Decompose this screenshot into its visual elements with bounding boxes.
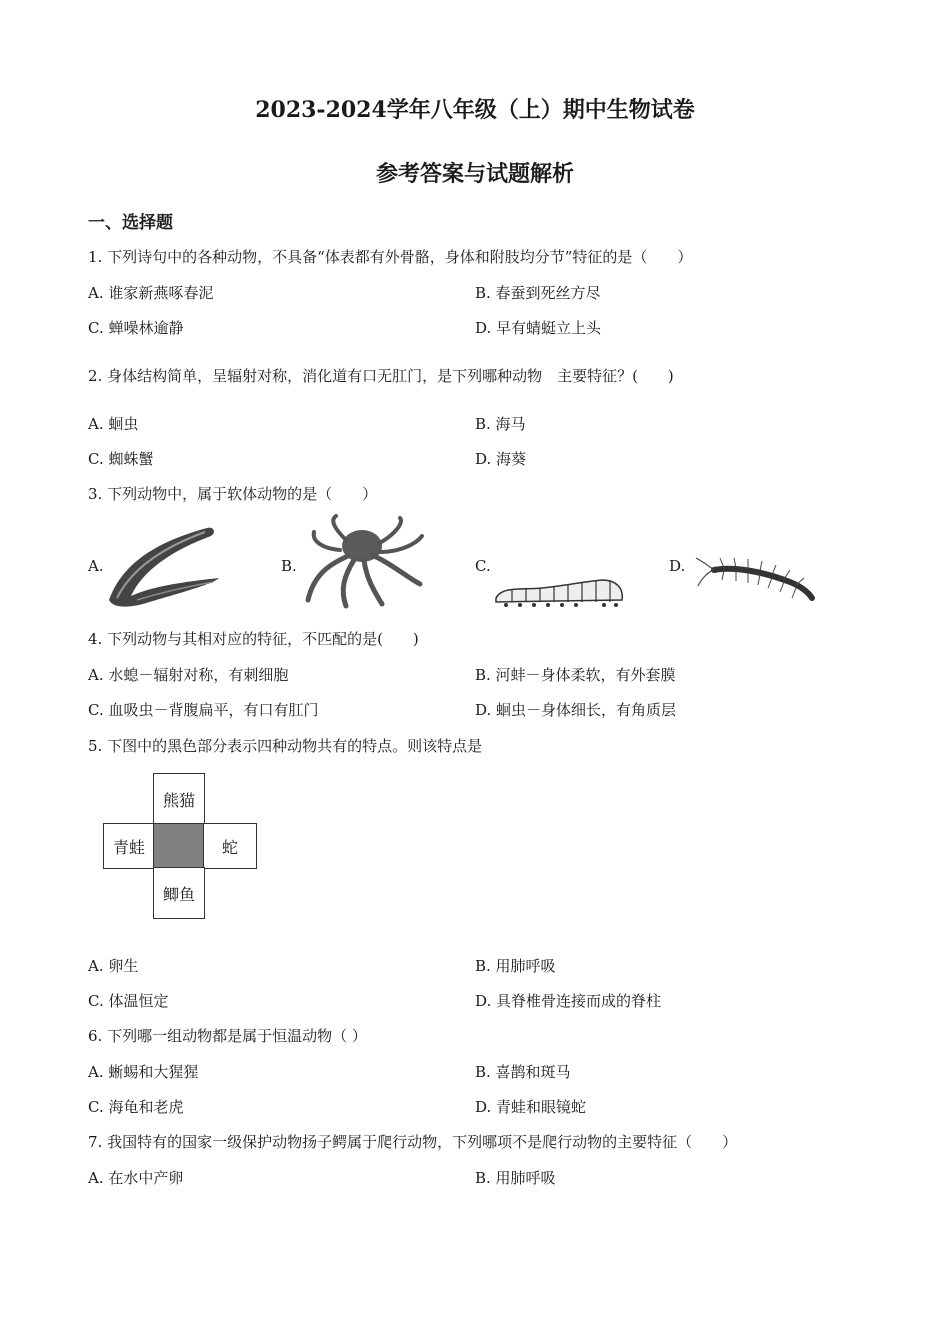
venn-cross-diagram	[103, 773, 263, 923]
diagram-cell-frog: 青蛙	[103, 823, 155, 869]
q6-option-a: A. 蜥蜴和大猩猩	[88, 1063, 199, 1081]
q2-option-b: B. 海马	[475, 415, 526, 433]
q2-option-d: D. 海葵	[475, 450, 527, 468]
question-3-stem: 3. 下列动物中，属于软体动物的是（ ）	[88, 485, 378, 503]
q5-option-c: C. 体温恒定	[88, 992, 169, 1010]
q5-option-d: D. 具脊椎骨连接而成的脊柱	[475, 992, 662, 1010]
q2-option-a: A. 蛔虫	[88, 415, 139, 433]
q3-option-a: A.	[88, 557, 104, 575]
question-2-stem: 2. 身体结构简单，呈辐射对称，消化道有口无肛门，是下列哪种动物 主要特征？( )	[88, 367, 674, 385]
q3-option-b: B.	[281, 557, 297, 575]
diagram-shared-feature	[153, 823, 205, 869]
exam-subtitle: 参考答案与试题解析	[375, 161, 574, 187]
diagram-cell-snake: 蛇	[203, 823, 257, 869]
q1-option-a: A. 谁家新燕啄春泥	[88, 284, 214, 302]
q1-option-c: C. 蝉噪林逾静	[88, 319, 184, 337]
q3-option-c: C.	[475, 557, 491, 575]
question-1-stem: 1. 下列诗句中的各种动物，不具备“体表都有外骨骼，身体和附肢均分节”特征的是（ ）	[88, 248, 693, 266]
diagram-cell-crucian: 鲫鱼	[153, 867, 205, 919]
q4-option-d: D. 蛔虫－身体细长，有角质层	[475, 701, 677, 719]
q4-option-b: B. 河蚌－身体柔软，有外套膜	[475, 666, 676, 684]
question-4-stem: 4. 下列动物与其相对应的特征，不匹配的是( )	[88, 630, 419, 648]
q5-option-b: B. 用肺呼吸	[475, 957, 556, 975]
q6-option-b: B. 喜鹊和斑马	[475, 1063, 571, 1081]
q3-option-d: D.	[669, 557, 686, 575]
q7-option-b: B. 用肺呼吸	[475, 1169, 556, 1187]
section-heading: 一、选择题	[88, 213, 173, 233]
question-6-stem: 6. 下列哪一组动物都是属于恒温动物（ ）	[88, 1027, 367, 1045]
exam-title: 2023-2024学年八年级（上）期中生物试卷	[255, 97, 695, 123]
q5-option-a: A. 卵生	[88, 957, 139, 975]
question-5-stem: 5. 下图中的黑色部分表示四种动物共有的特点。则该特点是	[88, 737, 483, 755]
question-7-stem: 7. 我国特有的国家一级保护动物扬子鳄属于爬行动物，下列哪项不是爬行动物的主要特征（ ）	[88, 1133, 738, 1151]
q1-option-b: B. 春蚕到死丝方尽	[475, 284, 601, 302]
caterpillar-icon	[492, 572, 628, 612]
octopus-icon	[300, 514, 430, 610]
q6-option-c: C. 海龟和老虎	[88, 1098, 184, 1116]
centipede-icon	[694, 548, 818, 608]
diagram-cell-panda: 熊猫	[153, 773, 205, 825]
q6-option-d: D. 青蛙和眼镜蛇	[475, 1098, 587, 1116]
q7-option-a: A. 在水中产卵	[88, 1169, 184, 1187]
q2-option-c: C. 蜘蛛蟹	[88, 450, 154, 468]
q4-option-c: C. 血吸虫－背腹扁平，有口有肛门	[88, 701, 319, 719]
eel-icon	[103, 520, 223, 612]
q4-option-a: A. 水螅－辐射对称，有刺细胞	[88, 666, 289, 684]
q1-option-d: D. 早有蜻蜓立上头	[475, 319, 602, 337]
